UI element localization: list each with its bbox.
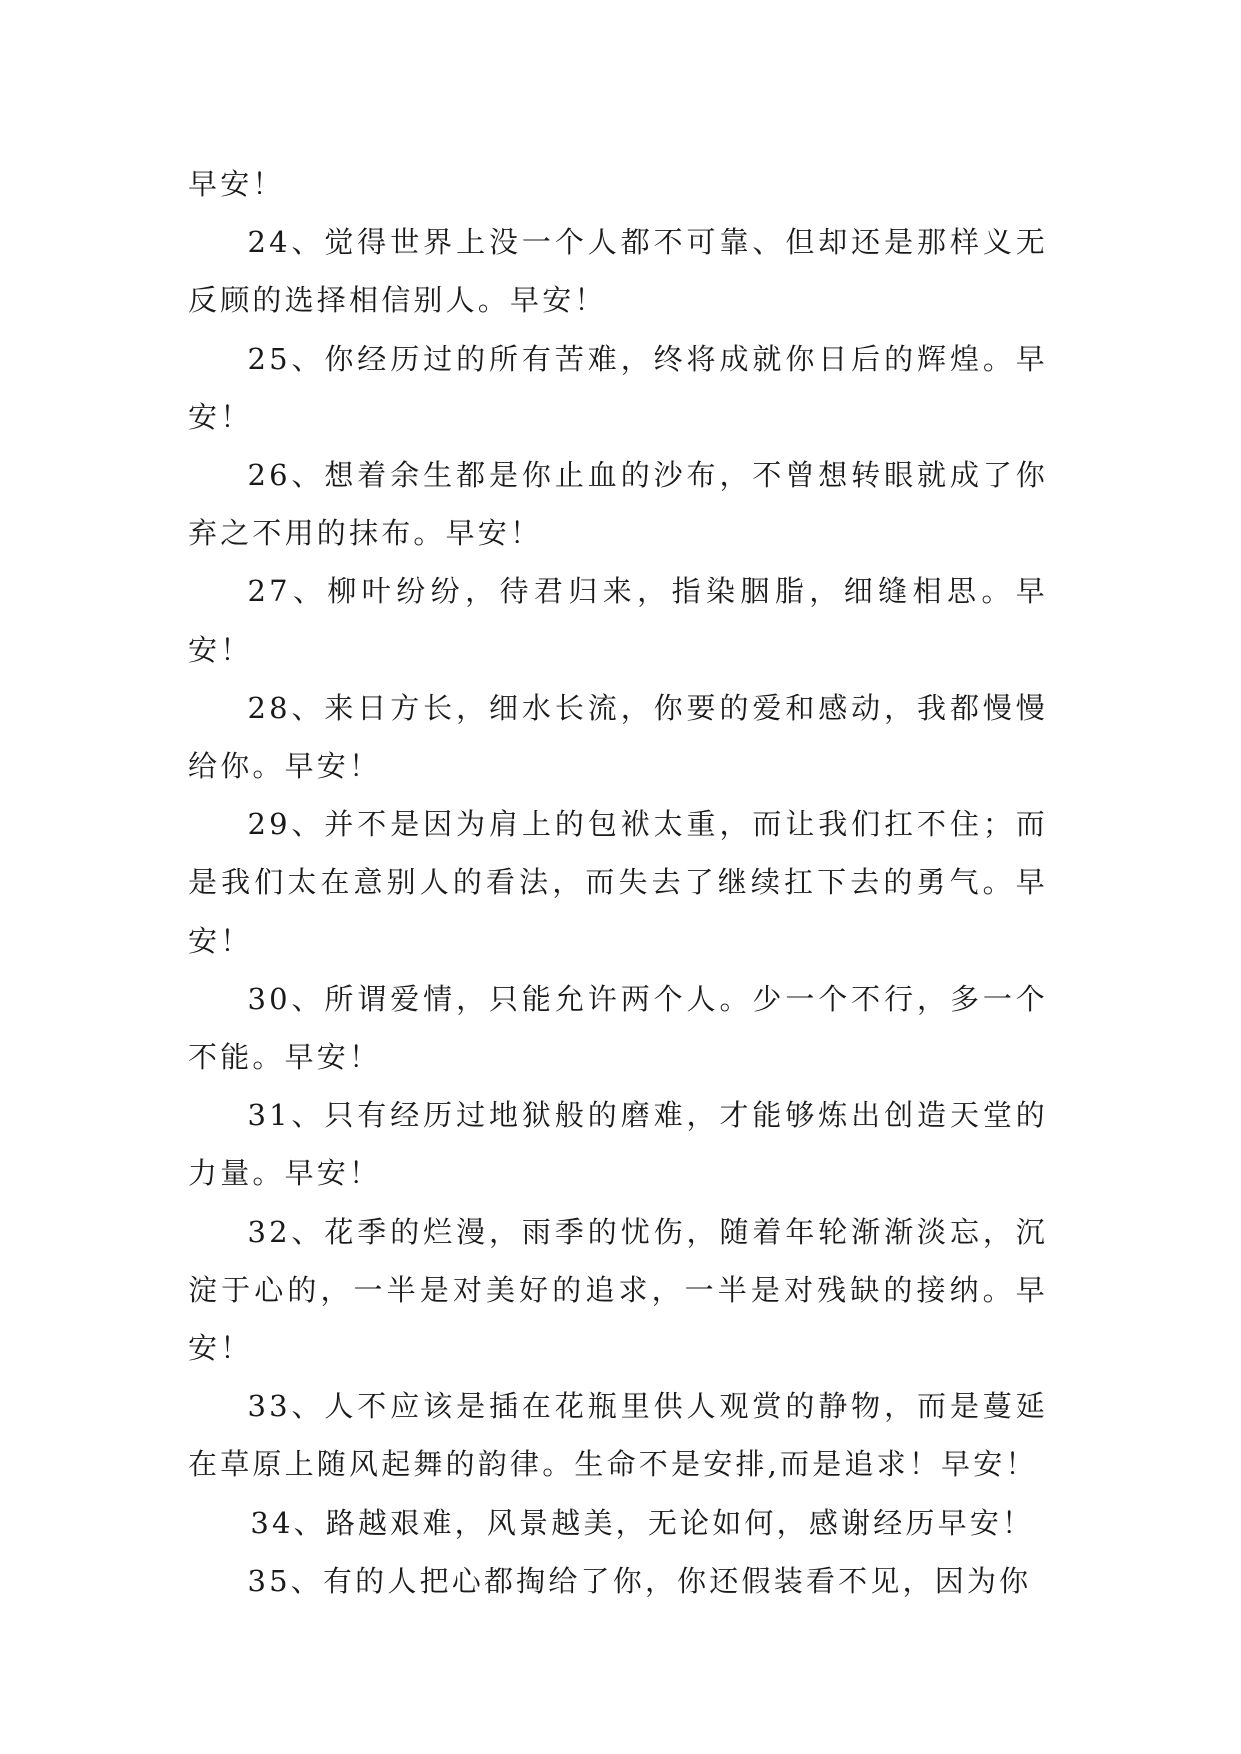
paragraph-34: 34、路越艰难，风景越美，无论如何，感谢经历早安！: [250, 1505, 1035, 1540]
paragraph-33: 33、人不应该是插在花瓶里供人观赏的静物，而是蔓延在草原上随风起舞的韵律。生命不是安排,而是追求！早安！: [188, 1389, 1048, 1482]
paragraph-31: 31、只有经历过地狱般的磨难，才能够炼出创造天堂的力量。早安！: [188, 1098, 1048, 1191]
paragraph-25: 25、你经历过的所有苦难，终将成就你日后的辉煌。早安！: [188, 341, 1048, 434]
document-body: [188, 155, 1048, 1610]
paragraph-30: 30、所谓爱情，只能允许两个人。少一个不行，多一个不能。早安！: [188, 981, 1048, 1075]
paragraph-35: 35、有的人把心都掏给了你，你还假装看不见，因为你: [247, 1563, 1032, 1598]
paragraph-27: 27、柳叶纷纷，待君归来，指染胭脂，细缝相思。早安！: [188, 574, 1048, 667]
paragraph-29: 29、并不是因为肩上的包袱太重，而让我们扛不住；而是我们太在意别人的看法，而失去了继续扛下去的勇气。早安！: [188, 807, 1048, 958]
paragraph-28: 28、来日方长，细水长流，你要的爱和感动，我都慢慢给你。早安！: [188, 690, 1048, 784]
paragraph-continuation: 早安！: [188, 167, 285, 201]
paragraph-26: 26、想着余生都是你止血的沙布，不曾想转眼就成了你弃之不用的抹布。早安！: [188, 458, 1048, 551]
paragraph-32: 32、花季的烂漫，雨季的忧伤，随着年轮渐渐淡忘，沉淀于心的，一半是对美好的追求，一半是对残缺的接纳。早安！: [188, 1214, 1048, 1366]
paragraph-24: 24、觉得世界上没一个人都不可靠、但却还是那样义无反顾的选择相信别人。早安！: [188, 225, 1048, 318]
